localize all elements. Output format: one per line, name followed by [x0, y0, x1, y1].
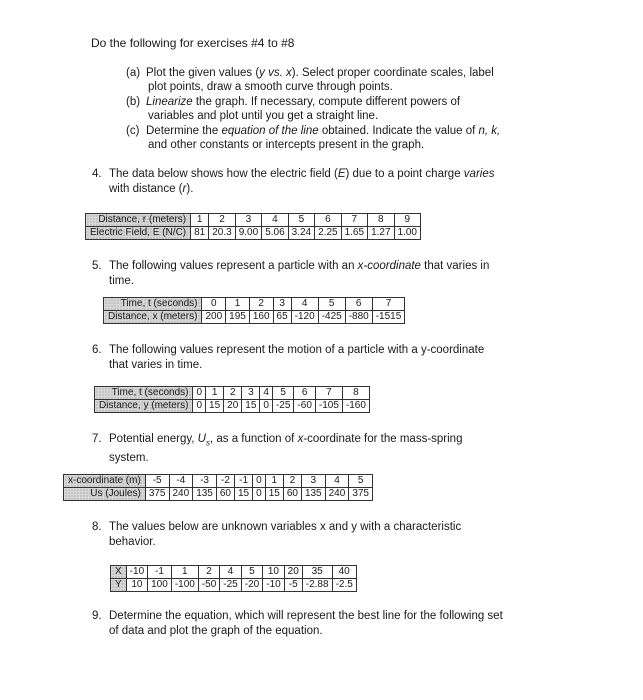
table-cell: 375	[349, 488, 373, 501]
table-cell: 5	[288, 214, 314, 227]
table-q7-row-2	[64, 488, 373, 501]
table-q4-row-1	[86, 214, 421, 227]
table-cell: 4	[291, 298, 318, 311]
table-row-label: Distance, x (meters)	[104, 311, 202, 324]
table-q7-row-1	[64, 475, 373, 488]
table-cell: 5	[318, 298, 345, 311]
table-cell: -60	[294, 400, 315, 413]
table-cell: 65	[273, 311, 291, 324]
table-cell: -5	[284, 579, 302, 592]
table-cell: 240	[169, 488, 193, 501]
table-cell: 8	[368, 214, 394, 227]
table-cell: 375	[145, 488, 169, 501]
table-cell: 195	[226, 311, 250, 324]
table-cell: 9	[394, 214, 420, 227]
table-q5-row-2	[104, 311, 405, 324]
table-cell: -120	[291, 311, 318, 324]
table-cell: 5	[241, 566, 262, 579]
table-cell: 0	[253, 488, 266, 501]
table-cell: 0	[202, 298, 226, 311]
table-cell: 1.65	[341, 227, 367, 240]
table-cell: 10	[263, 566, 284, 579]
table-cell: 3.24	[288, 227, 314, 240]
table-cell: -100	[171, 579, 198, 592]
table-cell: 7	[341, 214, 367, 227]
table-cell: 0	[253, 475, 266, 488]
table-cell: 1.27	[368, 227, 394, 240]
table-q4-row-2	[86, 227, 421, 240]
question-5: 5. The following values represent a particle with an x-coordinate that varies in time.	[92, 260, 490, 287]
table-cell: 4	[260, 387, 273, 400]
table-q6	[94, 386, 370, 413]
table-cell: 2	[249, 298, 273, 311]
table-cell: 6	[345, 298, 372, 311]
table-cell: 160	[249, 311, 273, 324]
table-cell: -5	[145, 475, 169, 488]
table-q7	[63, 474, 373, 501]
table-q8	[110, 565, 357, 592]
table-cell: 20	[224, 400, 242, 413]
table-cell: 3	[301, 475, 325, 488]
table-cell: 20	[284, 566, 302, 579]
table-cell: 2	[224, 387, 242, 400]
page-heading: Do the following for exercises #4 to #8	[91, 36, 295, 50]
table-q5-row-1	[104, 298, 405, 311]
table-cell: 100	[148, 579, 172, 592]
table-row-label: Y	[111, 579, 127, 592]
table-cell: 1.00	[394, 227, 420, 240]
table-cell: 5.06	[262, 227, 288, 240]
table-cell: 20.3	[209, 227, 235, 240]
table-cell: 40	[332, 566, 356, 579]
table-cell: 5	[349, 475, 373, 488]
table-row-label: Distance, r (meters)	[86, 214, 191, 227]
table-cell: -2.5	[332, 579, 356, 592]
instruction-a: (a) Plot the given values (y vs. x). Select proper coordinate scales, label plot points, draw a smooth curve through points.	[126, 67, 494, 93]
table-cell: 135	[193, 488, 217, 501]
table-cell: 2	[198, 566, 219, 579]
table-cell: -880	[345, 311, 372, 324]
table-q8-row-2	[111, 579, 357, 592]
table-q6-row-2	[95, 400, 370, 413]
table-cell: 0	[260, 400, 273, 413]
table-cell: 60	[216, 488, 234, 501]
table-cell: 60	[283, 488, 301, 501]
table-cell: 9.00	[235, 227, 261, 240]
table-cell: -2	[216, 475, 234, 488]
table-q4	[85, 213, 421, 240]
table-cell: 15	[242, 400, 260, 413]
table-cell: 4	[262, 214, 288, 227]
table-cell: -25	[272, 400, 293, 413]
table-row-label: Time, t (seconds)	[104, 298, 202, 311]
table-cell: -20	[241, 579, 262, 592]
question-4: 4. The data below shows how the electric field (E) due to a point charge varies with distance (r).	[92, 168, 495, 195]
table-cell: -3	[193, 475, 217, 488]
table-cell: 2	[283, 475, 301, 488]
table-cell: 8	[342, 387, 369, 400]
table-cell: -10	[126, 566, 147, 579]
table-row-label: X	[111, 566, 127, 579]
table-q5	[103, 297, 405, 324]
table-cell: 3	[235, 214, 261, 227]
table-cell: 7	[372, 298, 405, 311]
table-cell: 81	[191, 227, 209, 240]
table-cell: 15	[206, 400, 224, 413]
table-cell: -1515	[372, 311, 405, 324]
table-q6-row-1	[95, 387, 370, 400]
table-cell: 7	[315, 387, 342, 400]
table-cell: -10	[263, 579, 284, 592]
table-cell: 1	[226, 298, 250, 311]
table-cell: 5	[272, 387, 293, 400]
table-cell: 2.25	[315, 227, 341, 240]
table-cell: 15	[235, 488, 253, 501]
table-row-label: Time, t (seconds)	[95, 387, 193, 400]
instruction-b: (b) Linearize the graph. If necessary, compute different powers of variables and plot until you get a straight line.	[126, 96, 461, 122]
instruction-c: (c) Determine the equation of the line obtained. Indicate the value of n, k, and other constants or intercepts present in the graph.	[126, 125, 501, 151]
table-cell: 15	[265, 488, 283, 501]
table-cell: 6	[294, 387, 315, 400]
table-cell: 2	[209, 214, 235, 227]
question-9: 9. Determine the equation, which will represent the best line for the following set of data and plot the graph of the equation.	[92, 610, 503, 637]
table-cell: 3	[273, 298, 291, 311]
table-cell: 200	[202, 311, 226, 324]
table-cell: -105	[315, 400, 342, 413]
table-q8-row-1	[111, 566, 357, 579]
table-row-label: Electric Field, E (N/C)	[86, 227, 191, 240]
table-cell: -4	[169, 475, 193, 488]
table-cell: 3	[242, 387, 260, 400]
table-cell: 6	[315, 214, 341, 227]
table-cell: 240	[325, 488, 349, 501]
table-cell: -160	[342, 400, 369, 413]
table-cell: -25	[220, 579, 241, 592]
table-cell: 4	[325, 475, 349, 488]
table-cell: -50	[198, 579, 219, 592]
table-cell: 0	[193, 387, 206, 400]
question-7: 7. Potential energy, $U_s$, as a function of x-coordinate for the mass-spring system.	[92, 433, 463, 464]
table-row-label: Us (Joules)	[64, 488, 146, 501]
table-cell: 10	[126, 579, 147, 592]
question-8: 8. The values below are unknown variables x and y with a characteristic behavior.	[92, 521, 462, 548]
question-6: 6. The following values represent the motion of a particle with a y-coordinate that varies in time.	[92, 344, 485, 371]
table-cell: -425	[318, 311, 345, 324]
table-cell: 135	[301, 488, 325, 501]
table-row-label: x-coordinate (m)	[64, 475, 146, 488]
table-row-label: Distance, y (meters)	[95, 400, 193, 413]
table-cell: 1	[191, 214, 209, 227]
table-cell: 0	[193, 400, 206, 413]
table-cell: -1	[235, 475, 253, 488]
table-cell: 1	[206, 387, 224, 400]
table-cell: 4	[220, 566, 241, 579]
table-cell: 1	[265, 475, 283, 488]
table-cell: 35	[302, 566, 332, 579]
table-cell: 1	[171, 566, 198, 579]
table-cell: -2.88	[302, 579, 332, 592]
table-cell: -1	[148, 566, 172, 579]
